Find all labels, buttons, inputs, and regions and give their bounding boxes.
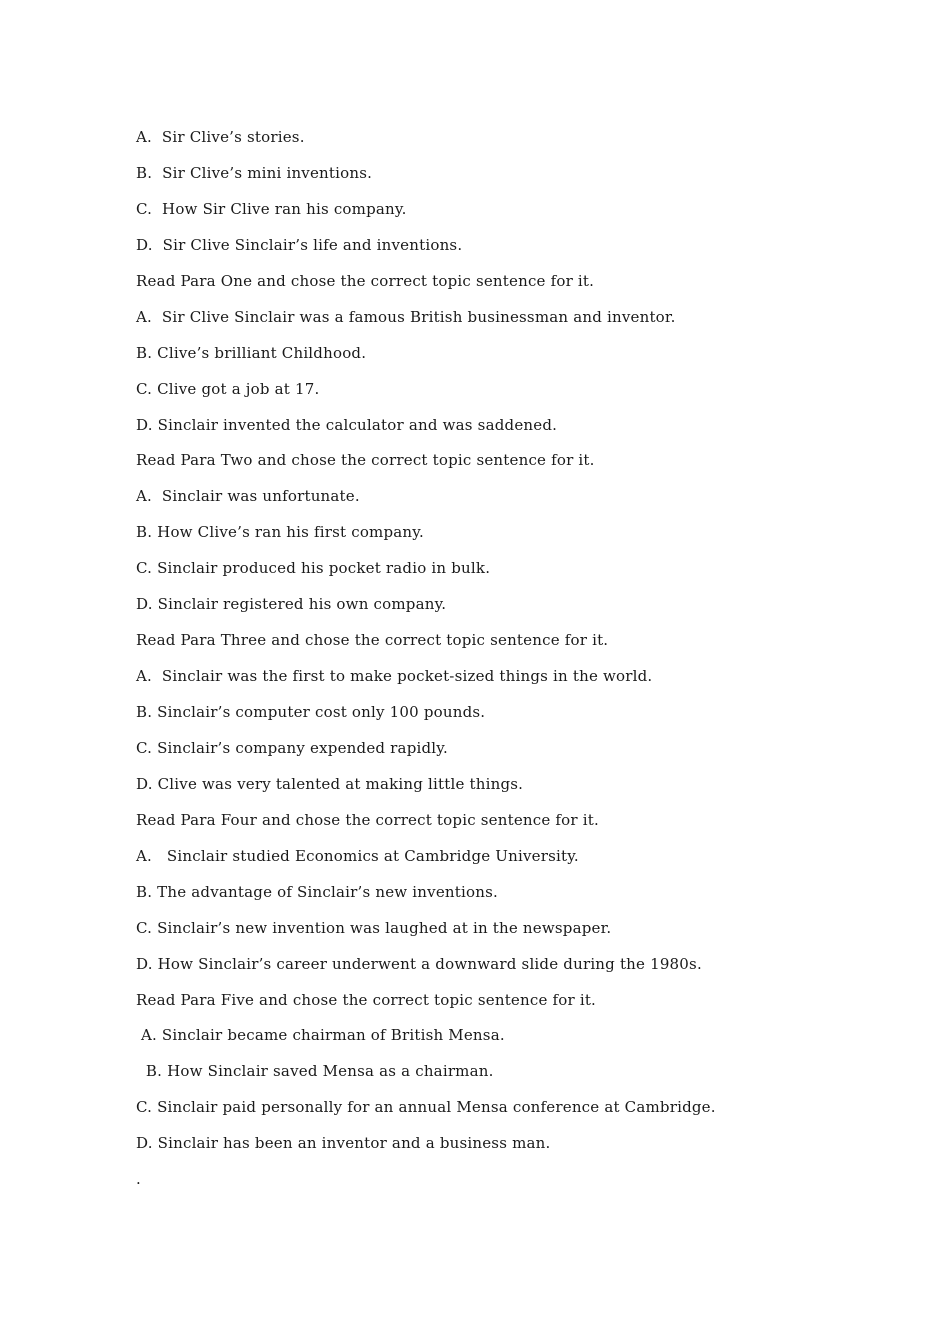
option-line: C. Clive got a job at 17. bbox=[136, 379, 320, 398]
option-line: C. How Sir Clive ran his company. bbox=[136, 199, 407, 218]
question-line: Read Para One and chose the correct topic sentence for it. bbox=[136, 271, 595, 290]
option-line: A. Sinclair was unfortunate. bbox=[136, 487, 360, 506]
option-line: B. Sinclair’s computer cost only 100 pounds. bbox=[136, 703, 486, 721]
option-line: D. Sinclair registered his own company. bbox=[136, 595, 447, 614]
option-line: B. Sir Clive’s mini inventions. bbox=[136, 163, 373, 182]
option-line: D. How Sinclair’s career underwent a downward slide during the 1980s. bbox=[136, 954, 702, 973]
option-line: B. How Clive’s ran his first company. bbox=[136, 523, 424, 542]
option-line: B. How Sinclair saved Mensa as a chairman. bbox=[136, 1062, 494, 1081]
option-line: A. Sinclair became chairman of British Mensa. bbox=[136, 1026, 505, 1045]
option-line: D. Sir Clive Sinclair’s life and inventions. bbox=[136, 235, 463, 254]
option-line: D. Sinclair has been an inventor and a business man. bbox=[136, 1134, 551, 1153]
question-line: Read Para Three and chose the correct topic sentence for it. bbox=[136, 631, 609, 650]
option-line: C. Sinclair produced his pocket radio in bulk. bbox=[136, 559, 491, 578]
text-lines bbox=[136, 124, 856, 1202]
option-line: A. Sir Clive Sinclair was a famous British businessman and inventor. bbox=[136, 307, 676, 326]
question-line: Read Para Four and chose the correct topic sentence for it. bbox=[136, 810, 599, 829]
option-line: A. Sinclair was the first to make pocket-sized things in the world. bbox=[136, 667, 653, 686]
option-line: C. Sinclair’s new invention was laughed at in the newspaper. bbox=[136, 918, 612, 937]
option-line: B. Clive’s brilliant Childhood. bbox=[136, 343, 367, 362]
option-line: A. Sir Clive’s stories. bbox=[136, 128, 305, 146]
option-line: C. Sinclair’s company expended rapidly. bbox=[136, 738, 448, 757]
option-line: D. Clive was very talented at making little things. bbox=[136, 774, 524, 793]
option-line: C. Sinclair paid personally for an annual Mensa conference at Cambridge. bbox=[136, 1098, 716, 1117]
question-line: Read Para Five and chose the correct topic sentence for it. bbox=[136, 990, 597, 1009]
option-line: D. Sinclair invented the calculator and was saddened. bbox=[136, 415, 558, 434]
trailing-period: . bbox=[136, 1170, 141, 1189]
option-line: B. The advantage of Sinclair’s new inventions. bbox=[136, 882, 498, 901]
option-line: A. Sinclair studied Economics at Cambridge University. bbox=[136, 846, 579, 865]
question-line: Read Para Two and chose the correct topic sentence for it. bbox=[136, 451, 595, 470]
